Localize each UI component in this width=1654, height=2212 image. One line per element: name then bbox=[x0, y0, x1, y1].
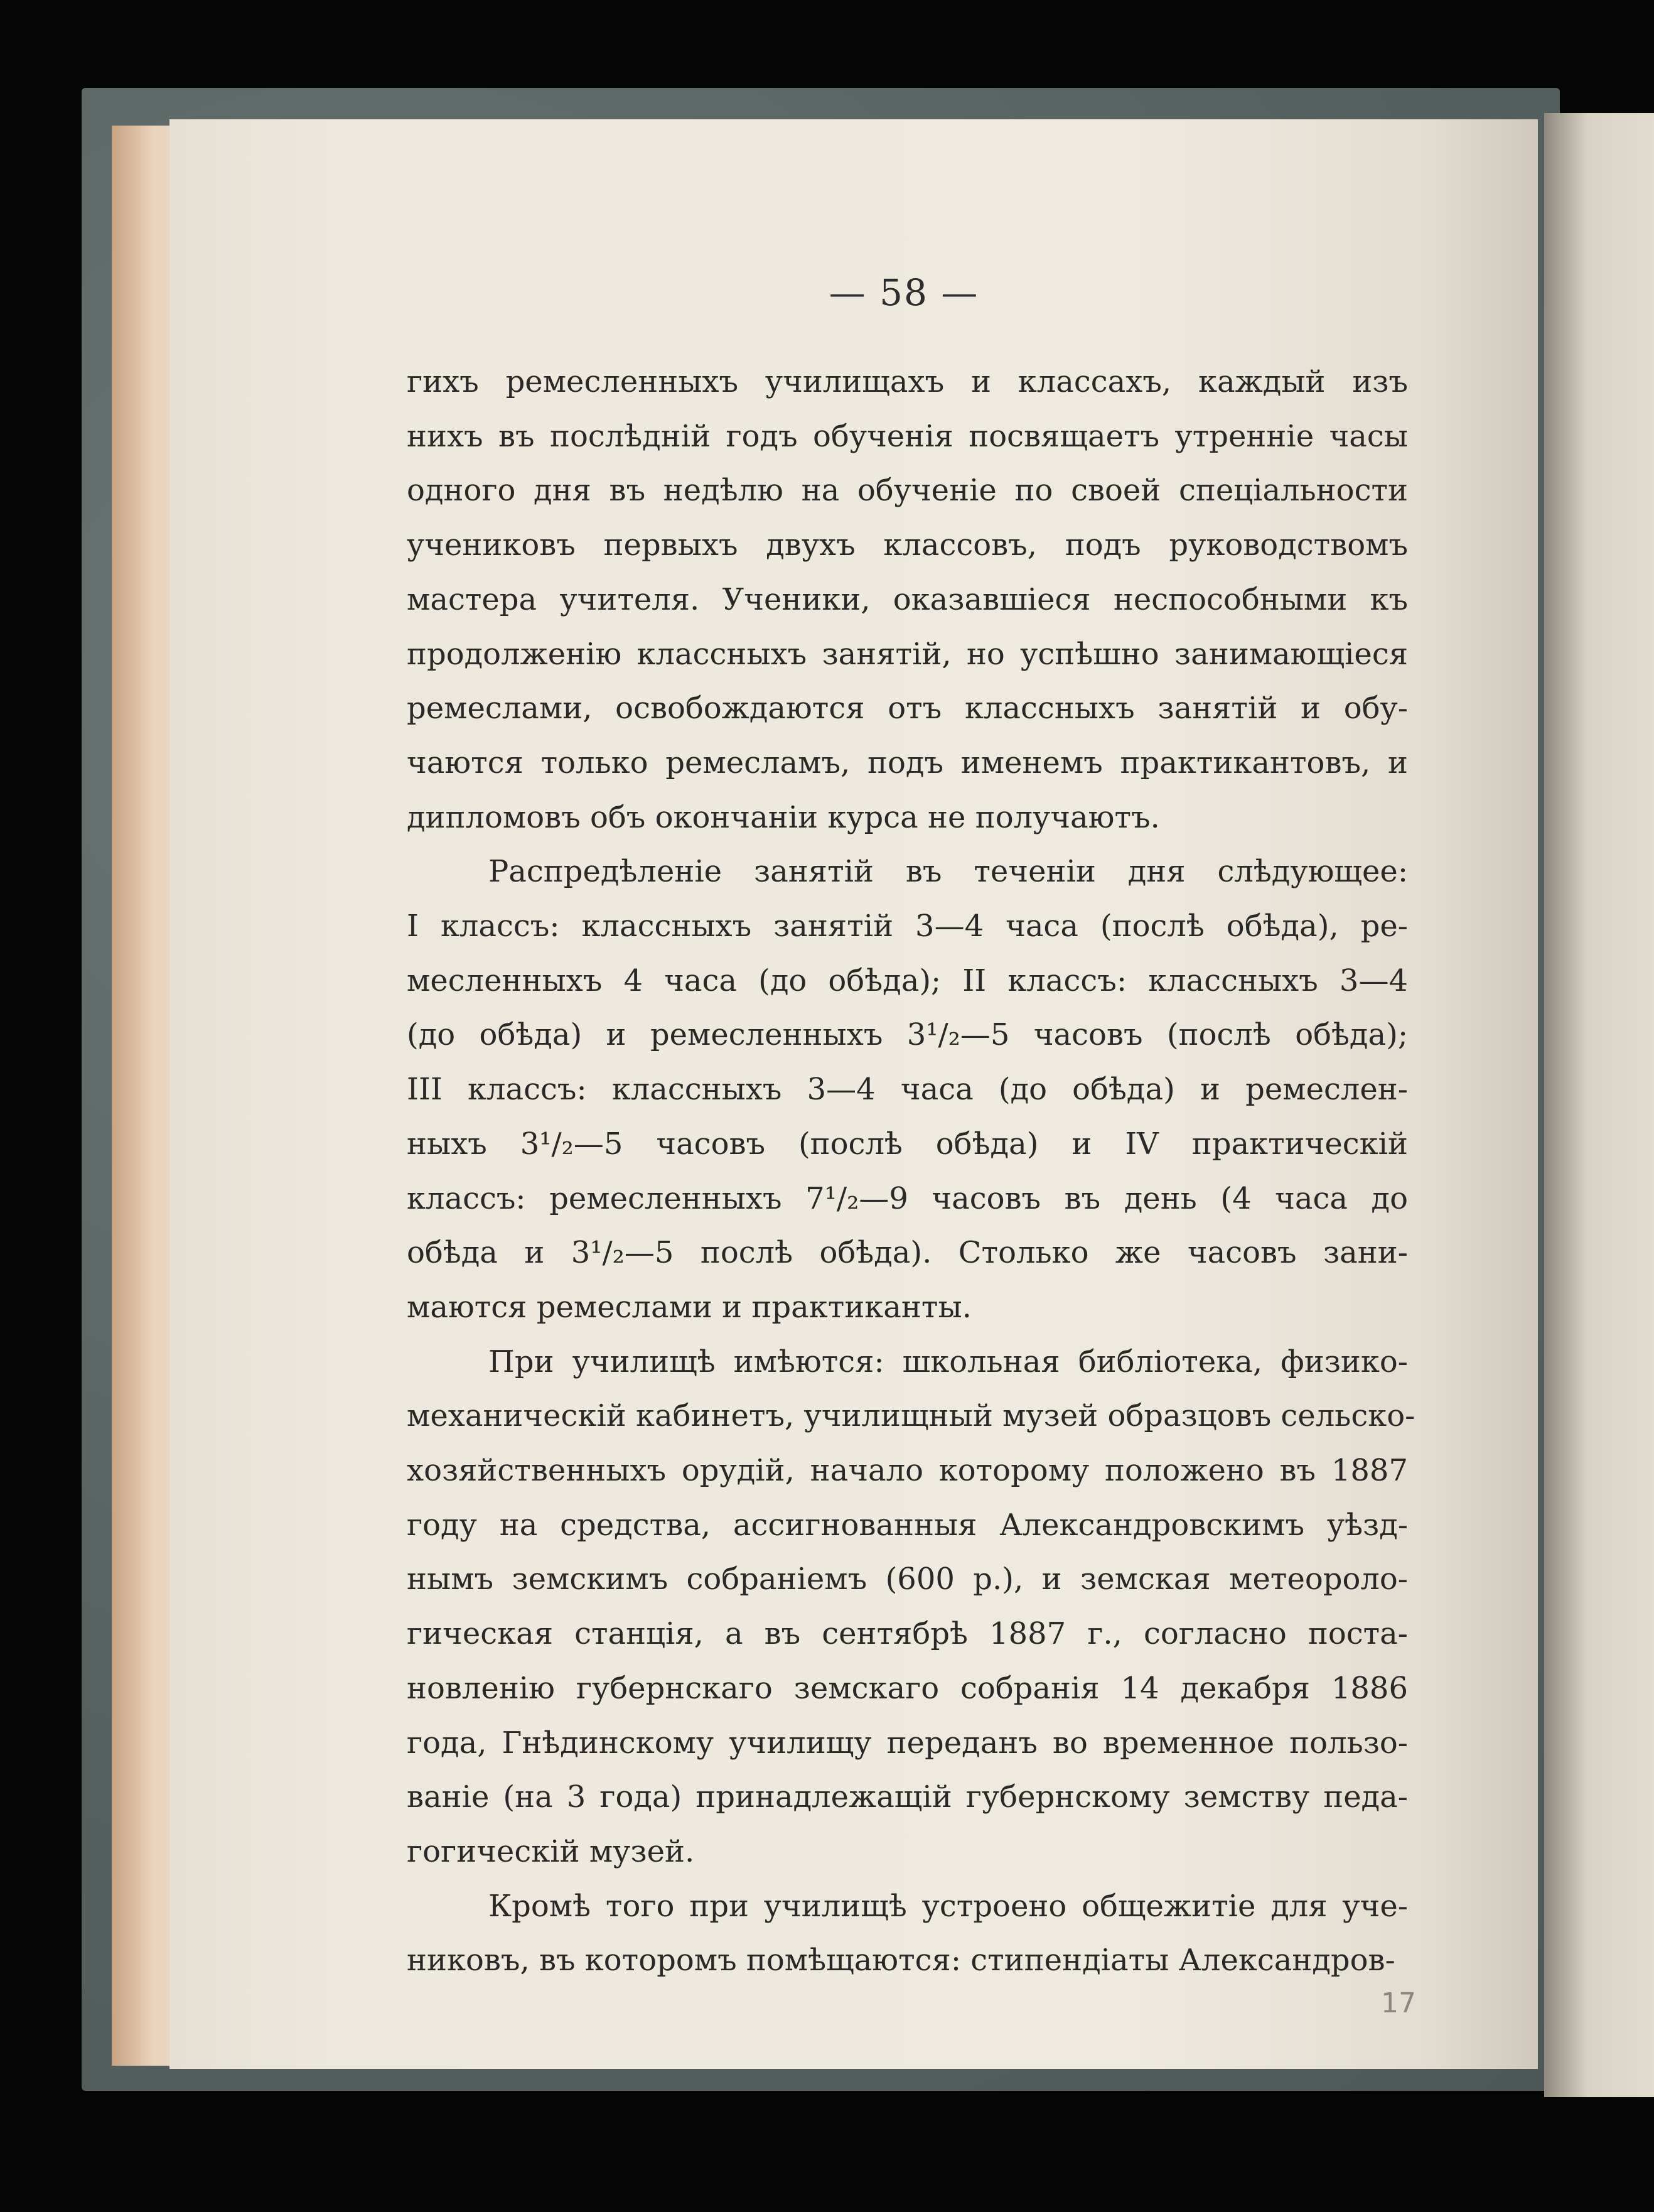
text-line: механическій кабинетъ, училищный музей образцовъ сельско- bbox=[407, 1398, 1415, 1434]
margin-mark: 17 bbox=[1381, 1987, 1416, 2019]
text-line: Кромѣ того при училищѣ устроено общежитіе для уче- bbox=[488, 1888, 1408, 1924]
text-line: дипломовъ объ окончаніи курса не получаютъ. bbox=[407, 799, 1160, 835]
text-line: продолженію классныхъ занятій, но успѣшно занимающіеся bbox=[407, 636, 1408, 672]
text-line: гогическій музей. bbox=[407, 1833, 695, 1869]
page-number: — 58 — bbox=[829, 271, 979, 314]
text-line: хозяйственныхъ орудій, начало которому положено въ 1887 bbox=[407, 1453, 1408, 1489]
text-line: одного дня въ недѣлю на обученіе по своей спеціальности bbox=[407, 473, 1408, 509]
text-line: ремеслами, освобождаются отъ классныхъ занятій и обу- bbox=[407, 691, 1408, 726]
text-line: Распредѣленіе занятій въ теченіи дня слѣдующее: bbox=[488, 854, 1408, 890]
text-line: ваніе (на 3 года) принадлежащій губернскому земству педа- bbox=[407, 1779, 1408, 1815]
text-line: III классъ: классныхъ 3—4 часа (до обѣда) и ремеслен- bbox=[407, 1072, 1408, 1108]
text-line: году на средства, ассигнованныя Александровскимъ уѣзд- bbox=[407, 1507, 1408, 1543]
page-text bbox=[407, 355, 1415, 1988]
text-line: нихъ въ послѣдній годъ обученія посвящаетъ утренніе часы bbox=[407, 418, 1408, 454]
text-line: гихъ ремесленныхъ училищахъ и классахъ, каждый изъ bbox=[407, 364, 1408, 399]
text-line: чаются только ремесламъ, подъ именемъ практикантовъ, и bbox=[407, 745, 1408, 780]
text-line: обѣда и 3¹/₂—5 послѣ обѣда). Столько же часовъ зани- bbox=[407, 1235, 1408, 1271]
text-line: месленныхъ 4 часа (до обѣда); II классъ: классныхъ 3—4 bbox=[407, 963, 1408, 998]
text-line: никовъ, въ которомъ помѣщаются: стипендіаты Александров- bbox=[407, 1943, 1395, 1978]
text-line: При училищѣ имѣются: школьная библіотека, физико- bbox=[488, 1344, 1408, 1379]
text-line: года, Гнѣдинскому училищу переданъ во временное пользо- bbox=[407, 1725, 1408, 1761]
text-line: нымъ земскимъ собраніемъ (600 р.), и земская метеороло- bbox=[407, 1562, 1408, 1597]
text-line: I классъ: классныхъ занятій 3—4 часа (послѣ обѣда), ре- bbox=[407, 909, 1408, 944]
text-line: ныхъ 3¹/₂—5 часовъ (послѣ обѣда) и IV практическій bbox=[407, 1126, 1408, 1162]
text-line: (до обѣда) и ремесленныхъ 3¹/₂—5 часовъ (послѣ обѣда); bbox=[407, 1017, 1408, 1053]
text-line: новленію губернскаго земскаго собранія 14 декабря 1886 bbox=[407, 1670, 1408, 1706]
text-line: классъ: ремесленныхъ 7¹/₂—9 часовъ въ день (4 часа до bbox=[407, 1180, 1408, 1216]
text-line: мастера учителя. Ученики, оказавшіеся неспособными къ bbox=[407, 581, 1408, 617]
text-line: гическая станція, а въ сентябрѣ 1887 г., согласно поста- bbox=[407, 1616, 1408, 1652]
next-page-edge bbox=[1544, 113, 1654, 2097]
text-line: маются ремеслами и практиканты. bbox=[407, 1289, 972, 1325]
text-line: учениковъ первыхъ двухъ классовъ, подъ руководствомъ bbox=[407, 527, 1408, 563]
